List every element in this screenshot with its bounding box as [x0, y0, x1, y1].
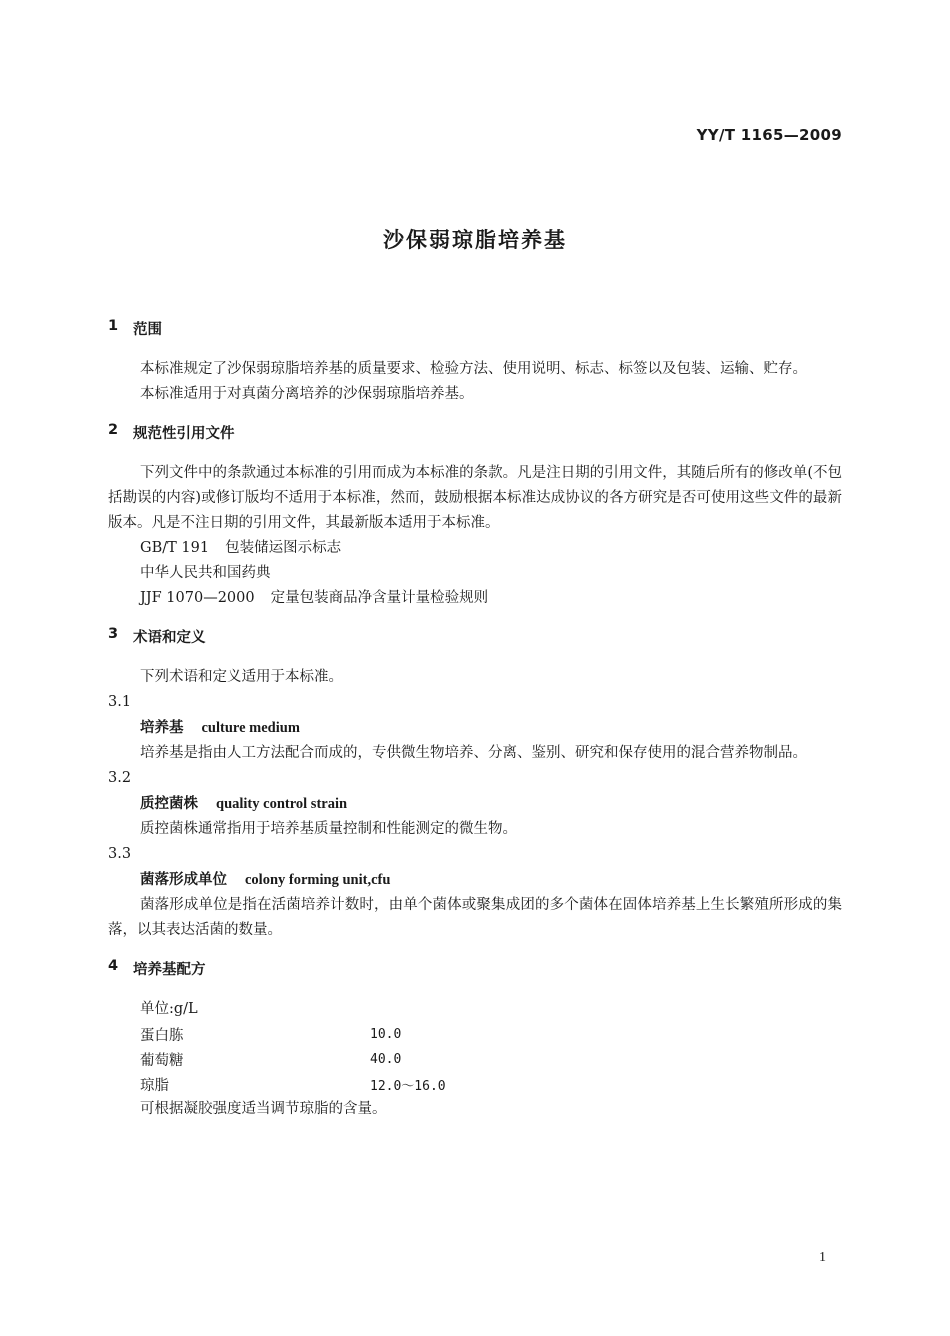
section-4-heading — [108, 958, 842, 979]
ingredient-name: 葡萄糖 — [140, 1053, 184, 1069]
term-cn: 质控菌株 — [140, 795, 198, 812]
section-2-heading — [108, 422, 842, 443]
reference-title: 包装储运图示标志 — [225, 540, 342, 556]
term-en: colony forming unit,cfu — [245, 872, 391, 888]
reference-title: 中华人民共和国药典 — [140, 565, 271, 581]
section-3-heading — [108, 626, 842, 647]
reference-item — [108, 536, 842, 561]
section-title: 培养基配方 — [133, 962, 206, 978]
section-number: 4 — [108, 958, 119, 974]
paragraph: 下列文件中的条款通过本标准的引用而成为本标准的条款。凡是注日期的引用文件，其随后所有的修改单(不包括勘误的内容)或修订版均不适用于本标准，然而，鼓励根据本标准达成协议的各方研究是否可使用这些文件的最新版本。凡是不注日期的引用文件，其最新版本适用于本标准。 — [108, 465, 842, 531]
reference-item — [108, 561, 842, 586]
term-cn: 培养基 — [140, 719, 184, 736]
section-title: 术语和定义 — [133, 630, 206, 646]
reference-code: GB/T 191 — [140, 540, 210, 556]
formula-note: 可根据凝胶强度适当调节琼脂的含量。 — [140, 1101, 387, 1117]
term-heading — [108, 715, 842, 741]
paragraph: 本标准规定了沙保弱琼脂培养基的质量要求、检验方法、使用说明、标志、标签以及包装、运输、贮存。 — [140, 361, 807, 377]
page-number: 1 — [819, 1250, 826, 1265]
paragraph: 本标准适用于对真菌分离培养的沙保弱琼脂培养基。 — [140, 386, 474, 402]
ingredient-name: 蛋白胨 — [140, 1028, 184, 1044]
term-en: culture medium — [201, 720, 300, 736]
term-en: quality control strain — [216, 796, 348, 812]
reference-item — [108, 586, 842, 611]
ingredient-name: 琼脂 — [140, 1078, 169, 1094]
table-row — [140, 1047, 446, 1072]
table-row — [140, 1072, 446, 1097]
term-cn: 菌落形成单位 — [140, 871, 227, 888]
section-number: 2 — [108, 422, 119, 438]
term-number: 3.1 — [108, 694, 132, 710]
term-definition: 质控菌株通常指用于培养基质量控制和性能测定的微生物。 — [140, 821, 517, 837]
table-row — [140, 1022, 446, 1047]
ingredient-amount: 10.0 — [370, 1027, 402, 1042]
standard-code: YY/T 1165—2009 — [696, 126, 842, 144]
term-heading — [108, 867, 842, 893]
section-number: 1 — [108, 318, 119, 334]
document-title: 沙保弱琼脂培养基 — [383, 228, 567, 252]
formula-unit: 单位:g/L — [140, 1001, 198, 1017]
section-title: 范围 — [133, 322, 162, 338]
term-number: 3.2 — [108, 770, 132, 786]
paragraph: 下列术语和定义适用于本标准。 — [140, 669, 343, 685]
term-heading — [108, 791, 842, 817]
term-number: 3.3 — [108, 846, 132, 862]
formula-table — [140, 1022, 446, 1097]
section-1-heading — [108, 318, 842, 339]
ingredient-amount: 12.0～16.0 — [370, 1079, 446, 1094]
term-definition: 菌落形成单位是指在活菌培养计数时，由单个菌体或聚集成团的多个菌体在固体培养基上生长繁殖所形成的集落，以其表达活菌的数量。 — [108, 897, 842, 938]
term-definition: 培养基是指由人工方法配合而成的，专供微生物培养、分离、鉴别、研究和保存使用的混合营养物制品。 — [140, 745, 807, 761]
ingredient-amount: 40.0 — [370, 1052, 402, 1067]
reference-title: 定量包装商品净含量计量检验规则 — [270, 590, 489, 606]
reference-code: JJF 1070—2000 — [140, 590, 255, 606]
document-body — [108, 318, 842, 1122]
section-title: 规范性引用文件 — [133, 426, 235, 442]
section-number: 3 — [108, 626, 119, 642]
